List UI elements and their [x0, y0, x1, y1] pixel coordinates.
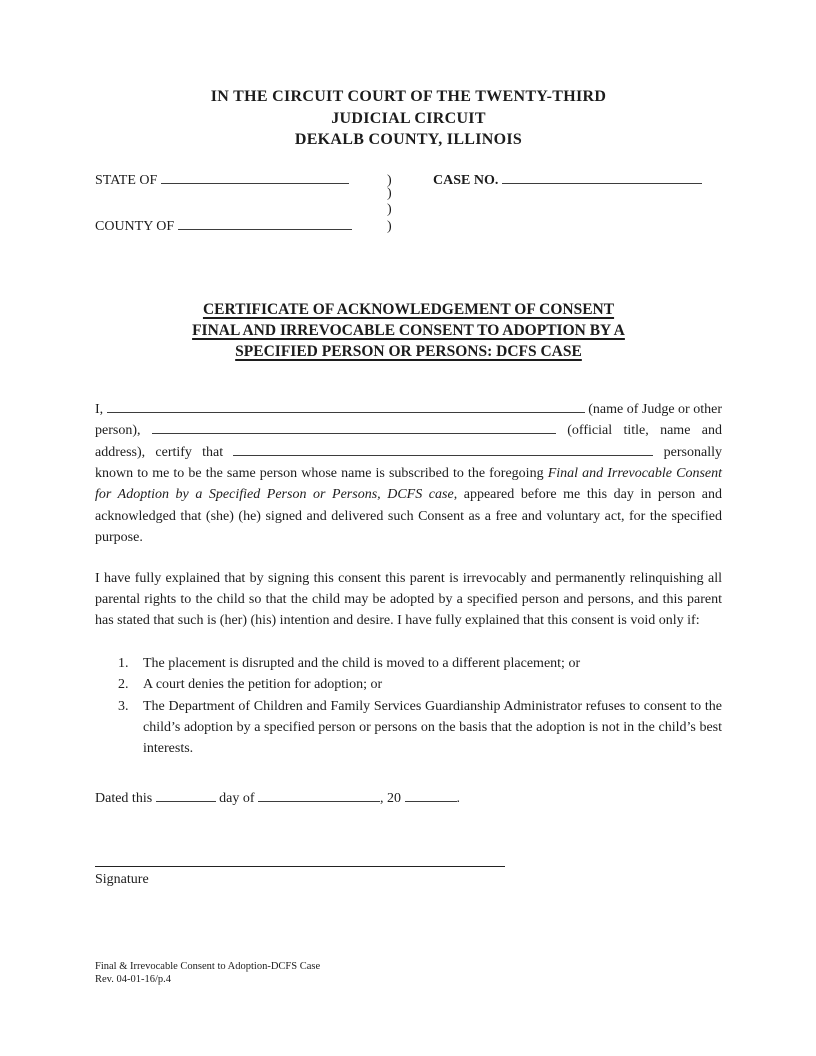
footer-form-name: Final & Irrevocable Consent to Adoption-DCFS Case — [95, 961, 321, 972]
consent-document-name: Final and Irrevocable Consent for Adoption by a Specified Person or Persons, DCFS case — [95, 465, 723, 503]
caption-row-3 — [95, 202, 722, 218]
signature-block — [95, 866, 722, 890]
form-title-line3: SPECIFIED PERSON OR PERSONS: DCFS CASE — [235, 343, 582, 361]
judge-name-blank[interactable] — [107, 400, 585, 413]
caption-row-county — [95, 217, 722, 233]
day-of-label: day of — [219, 790, 255, 806]
dated-period: . — [456, 790, 461, 806]
state-of-group — [95, 171, 365, 189]
item-number: 2. — [118, 677, 129, 693]
day-blank[interactable] — [156, 789, 216, 802]
court-name-line2: JUDICIAL CIRCUIT — [331, 109, 486, 127]
case-no-label: CASE NO. — [433, 172, 499, 188]
caption-paren: ) — [387, 201, 392, 217]
form-title-line2: FINAL AND IRREVOCABLE CONSENT TO ADOPTION BY A — [192, 322, 625, 340]
year-blank[interactable] — [405, 789, 457, 802]
caption-paren: ) — [387, 172, 392, 188]
case-no-group — [433, 171, 702, 189]
footer — [95, 961, 320, 986]
void-condition-item-1 — [95, 653, 722, 674]
certify-intro: I, — [95, 401, 104, 417]
dated-line — [95, 788, 722, 809]
caption-paren: ) — [387, 186, 392, 202]
case-no-blank[interactable] — [502, 171, 702, 184]
item-number: 1. — [118, 655, 129, 671]
caption-paren: ) — [387, 219, 392, 235]
item-text: The placement is disrupted and the child is moved to a different placement; or — [143, 655, 581, 671]
footer-revision: Rev. 04-01-16/p.4 — [95, 973, 172, 985]
official-title-blank[interactable] — [152, 421, 556, 434]
item-text: The Department of Children and Family Services Guardianship Administrator refuses to consent to the child’s adoption by a specified person or persons on the basis that the adoption is not in the child’s best interests. — [143, 698, 722, 757]
county-of-label: COUNTY OF — [95, 219, 175, 235]
void-condition-item-3 — [95, 696, 722, 760]
void-condition-item-2 — [95, 674, 722, 695]
state-blank[interactable] — [161, 171, 349, 184]
court-header — [95, 86, 722, 151]
dated-prefix: Dated this — [95, 790, 153, 806]
court-name-line1: IN THE CIRCUIT COURT OF THE TWENTY-THIRD — [210, 88, 607, 105]
form-title — [95, 299, 722, 363]
judge-name-hint: (name of Judge or other person), — [95, 401, 722, 439]
explanation-paragraph: I have fully explained that by signing this consent this parent is irrevocably and permanently relinquishing all parental rights to the child so that the child may be adopted by a specified person and persons, and this parent has stated that such is (her) (his) intention and desire. I have fully explained that this consent is void only if: — [95, 570, 722, 629]
void-conditions-list — [95, 653, 722, 760]
month-blank[interactable] — [258, 789, 380, 802]
certify-known-text: personally known to me to be the same person whose name is subscribed to the foregoing — [95, 444, 722, 481]
signature-line[interactable] — [95, 866, 505, 867]
person-name-blank[interactable] — [233, 443, 653, 456]
caption-row-2 — [95, 186, 722, 202]
state-of-label: STATE OF — [95, 172, 158, 188]
county-blank[interactable] — [178, 217, 352, 230]
county-of-group — [95, 217, 365, 235]
item-text: A court denies the petition for adoption; or — [143, 677, 383, 693]
signature-label: Signature — [95, 872, 149, 888]
court-name-line3: DEKALB COUNTY, ILLINOIS — [294, 131, 523, 148]
form-title-line1: CERTIFICATE OF ACKNOWLEDGEMENT OF CONSENT — [202, 300, 615, 318]
certify-tail-text: , appeared before me this day in person and acknowledged that (she) (he) signed and delivered such Consent as a free and voluntary act, for the specified purpose. — [95, 487, 722, 546]
caption-row-state — [95, 171, 722, 187]
case-caption — [95, 171, 722, 233]
year-prefix: , 20 — [380, 790, 402, 806]
official-title-hint: (official title, name and address), certify that — [95, 423, 722, 460]
certify-paragraph — [95, 399, 722, 549]
item-number: 3. — [118, 698, 129, 714]
